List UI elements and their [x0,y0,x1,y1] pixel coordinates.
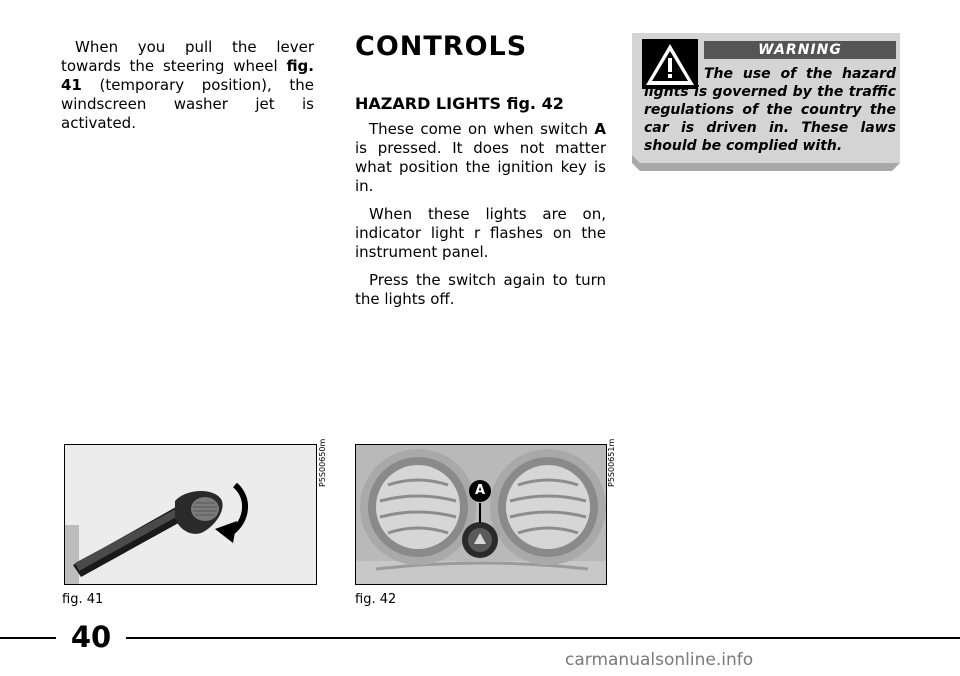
fig41-reference: fig. 41 [61,57,314,94]
hazard-paragraph-3: Press the switch again to turn the lights off. [355,271,606,308]
figure-41 [64,444,317,585]
hazard-text-start: These come on when switch [369,120,595,138]
figure-42-caption: fig. 42 [355,592,397,607]
watermark: carmanualsonline.info [565,650,754,670]
page-number: 40 [70,620,112,654]
footer-rule-left [0,637,56,639]
footer-rule-right [126,637,960,639]
hazard-text-end: is pressed. It does not matter what position the ignition key is in. [355,139,606,195]
warning-label: WARNING [704,41,896,59]
hazard-paragraph-1 [355,120,606,196]
left-column [61,38,314,133]
hazard-switch-illustration [356,445,606,584]
figure-41-caption: fig. 41 [62,592,104,607]
warning-box [632,33,900,171]
switch-a-reference: A [594,120,606,138]
middle-column [355,32,606,318]
washer-text-start: When you pull the lever towards the steering wheel [61,38,314,75]
warning-text: The use of the hazard lights is governed by the traffic regulations of the country the car is driven in. These laws should be complied with. [644,66,896,154]
figure-42 [355,444,607,585]
subsection-title: HAZARD LIGHTS fig. 42 [355,94,564,113]
hazard-paragraph-2: When these lights are on, indicator light r flashes on the instrument panel. [355,205,606,261]
steering-lever-illustration [65,445,316,584]
washer-paragraph [61,38,314,133]
figure-42-code: P5S00651m [607,438,616,487]
callout-a-label: A [474,483,486,498]
section-title: CONTROLS [355,31,528,62]
figure-41-code: P5S00650m [318,438,327,487]
washer-text-end: (temporary position), the windscreen washer jet is activated. [61,76,314,132]
